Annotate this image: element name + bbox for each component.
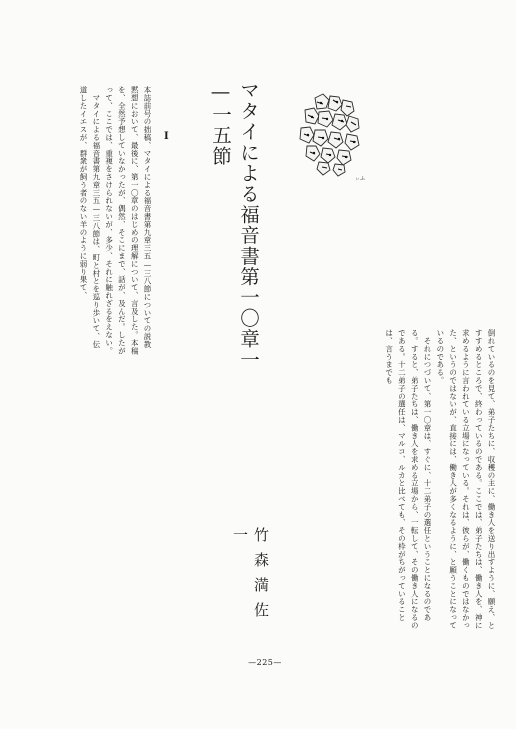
body-text-upper: 本誌前号の拙稿、マタイによる福音書第九章三五—三八節についての説教黙想において、最後に、第一〇章のはじめの理解について、言及した。本稿を、全然予想していなかったが、偶然、そこにまで、話が、及んだ。したがって、ここでは、重複をさけられないが、多少、それに触れざるをえない。 マタイによる福音書第九章三五—三八節は、町と村とを巡り歩いて、伝道したイエスが、群衆が飼う者のない羊のように弱り果て、 — [79, 86, 152, 355]
article-title: マタイによる福音書第一〇章一—一五節 — [209, 80, 260, 370]
page-number: —225— — [248, 658, 282, 667]
section-number: I — [164, 131, 169, 142]
emblem-signature: ぃふ — [355, 176, 366, 182]
author-name: 竹森満佐一 — [231, 527, 270, 627]
body-text-lower: 倒れているのを見て、弟子たちに、収穫の主に、働き人を送り出すように、願え、とすすめるところで、終わっているのである。ここでは、弟子たちは、働き人を、神に求めるように言われている立場になっている。それは、彼らが、働くものではなかった、というのではないが、直接には、働き人が多くなるように、と願うことになっているのである。 それにつづいて、第一〇章は、すぐに、十二弟子の選任ということになるのである。すると、弟子たちは、働き人を求める立場から、一転して、その働き人になるのである。十二弟子の選任は、マルコ、ルカと比べても、その枠がちがっていることは、言うまでも — [384, 329, 496, 630]
flock-emblem-icon — [297, 92, 367, 182]
